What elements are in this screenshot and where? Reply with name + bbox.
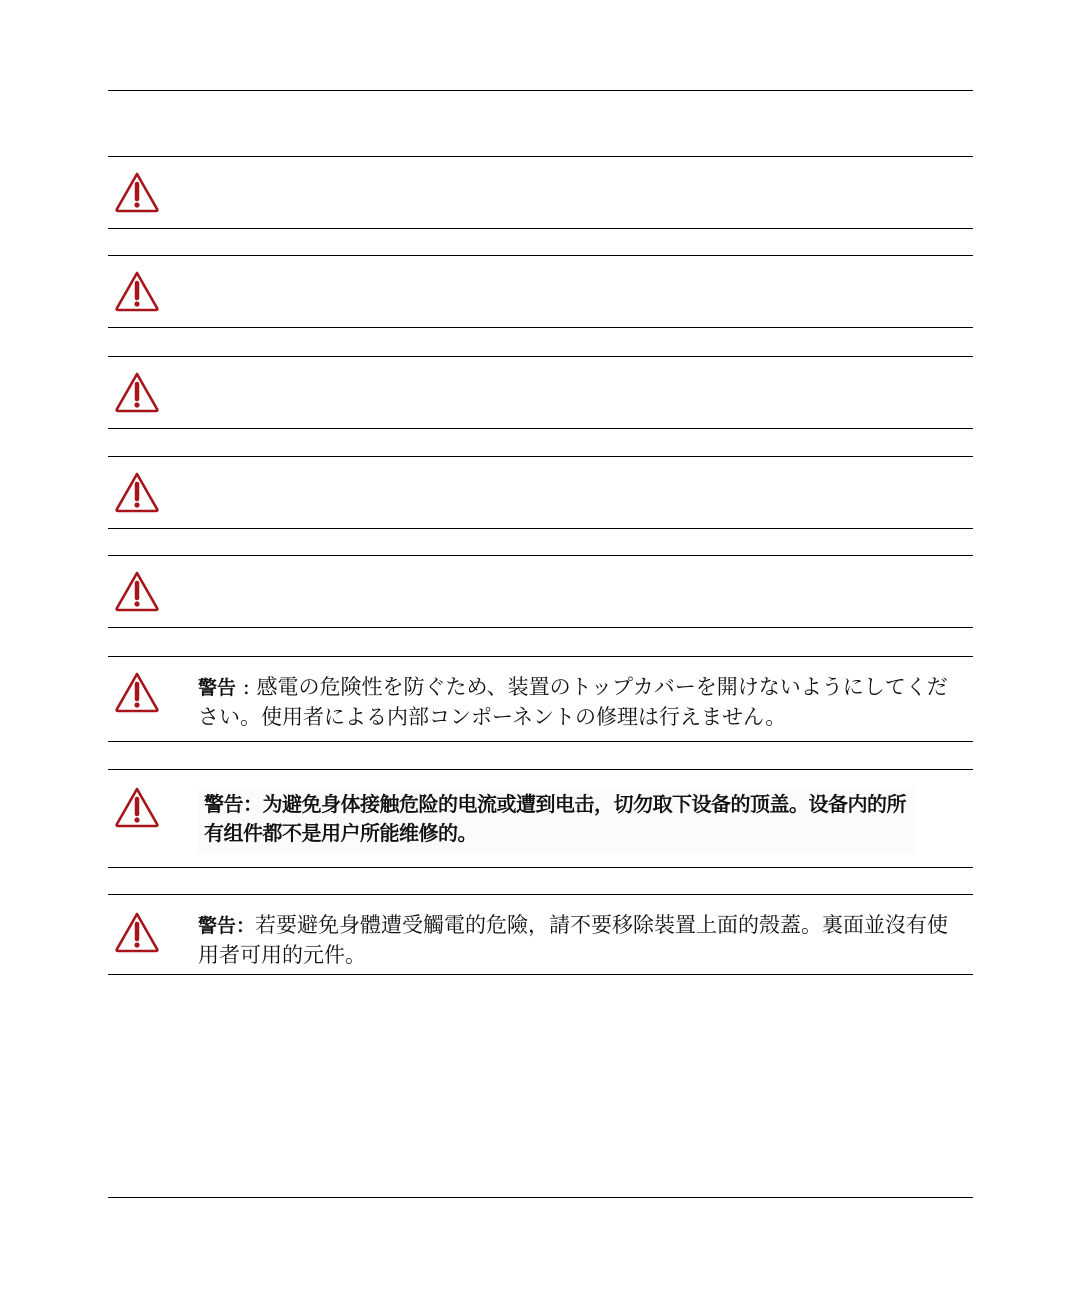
warning-block-1: [108, 157, 973, 228]
warning-text: [198, 788, 915, 854]
warning-text: [198, 673, 963, 732]
footer-rule: [108, 1197, 973, 1198]
warning-label: 警告: [198, 677, 237, 699]
warning-body: : 感電の危険性を防ぐため、装置のトップカバーを開けないようにしてください。使用者による内部コンポーネントの修理は行えません。: [198, 675, 948, 729]
warning-text: [198, 911, 963, 970]
warning-block-4: [108, 457, 973, 528]
warning-6-bottom-rule: [108, 741, 973, 742]
warning-body: 若要避免身體遭受觸電的危險，請不要移除裝置上面的殼蓋。裏面並沒有使用者可用的元件。: [198, 913, 949, 967]
warning-4-bottom-rule: [108, 528, 973, 529]
warning-1-bottom-rule: [108, 228, 973, 229]
warning-2-bottom-rule: [108, 327, 973, 328]
header-rule: [108, 90, 973, 91]
warning-5-bottom-rule: [108, 627, 973, 628]
warning-block-simplified-chinese: [108, 770, 973, 867]
warning-block-2: [108, 256, 973, 327]
warning-body: ：为避免身体接触危险的电流或遭到电击，切勿取下设备的顶盖。设备内的所有组件都不是用户所能维修的。: [204, 792, 906, 845]
warning-label: 警告：: [198, 915, 256, 937]
warning-block-traditional-chinese: [108, 895, 973, 974]
warning-triangle-icon: [114, 671, 160, 713]
warning-block-3: [108, 357, 973, 428]
warning-triangle-icon: [114, 270, 160, 312]
warning-triangle-icon: [114, 371, 160, 413]
warning-triangle-icon: [114, 570, 160, 612]
warning-block-5: [108, 556, 973, 627]
warning-block-japanese: [108, 657, 973, 741]
warning-triangle-icon: [114, 471, 160, 513]
warning-label: 警告: [204, 792, 243, 816]
warning-triangle-icon: [114, 911, 160, 953]
warning-triangle-icon: [114, 171, 160, 213]
warning-3-bottom-rule: [108, 428, 973, 429]
warning-8-bottom-rule: [108, 974, 973, 975]
warning-triangle-icon: [114, 786, 160, 828]
warning-7-bottom-rule: [108, 867, 973, 868]
